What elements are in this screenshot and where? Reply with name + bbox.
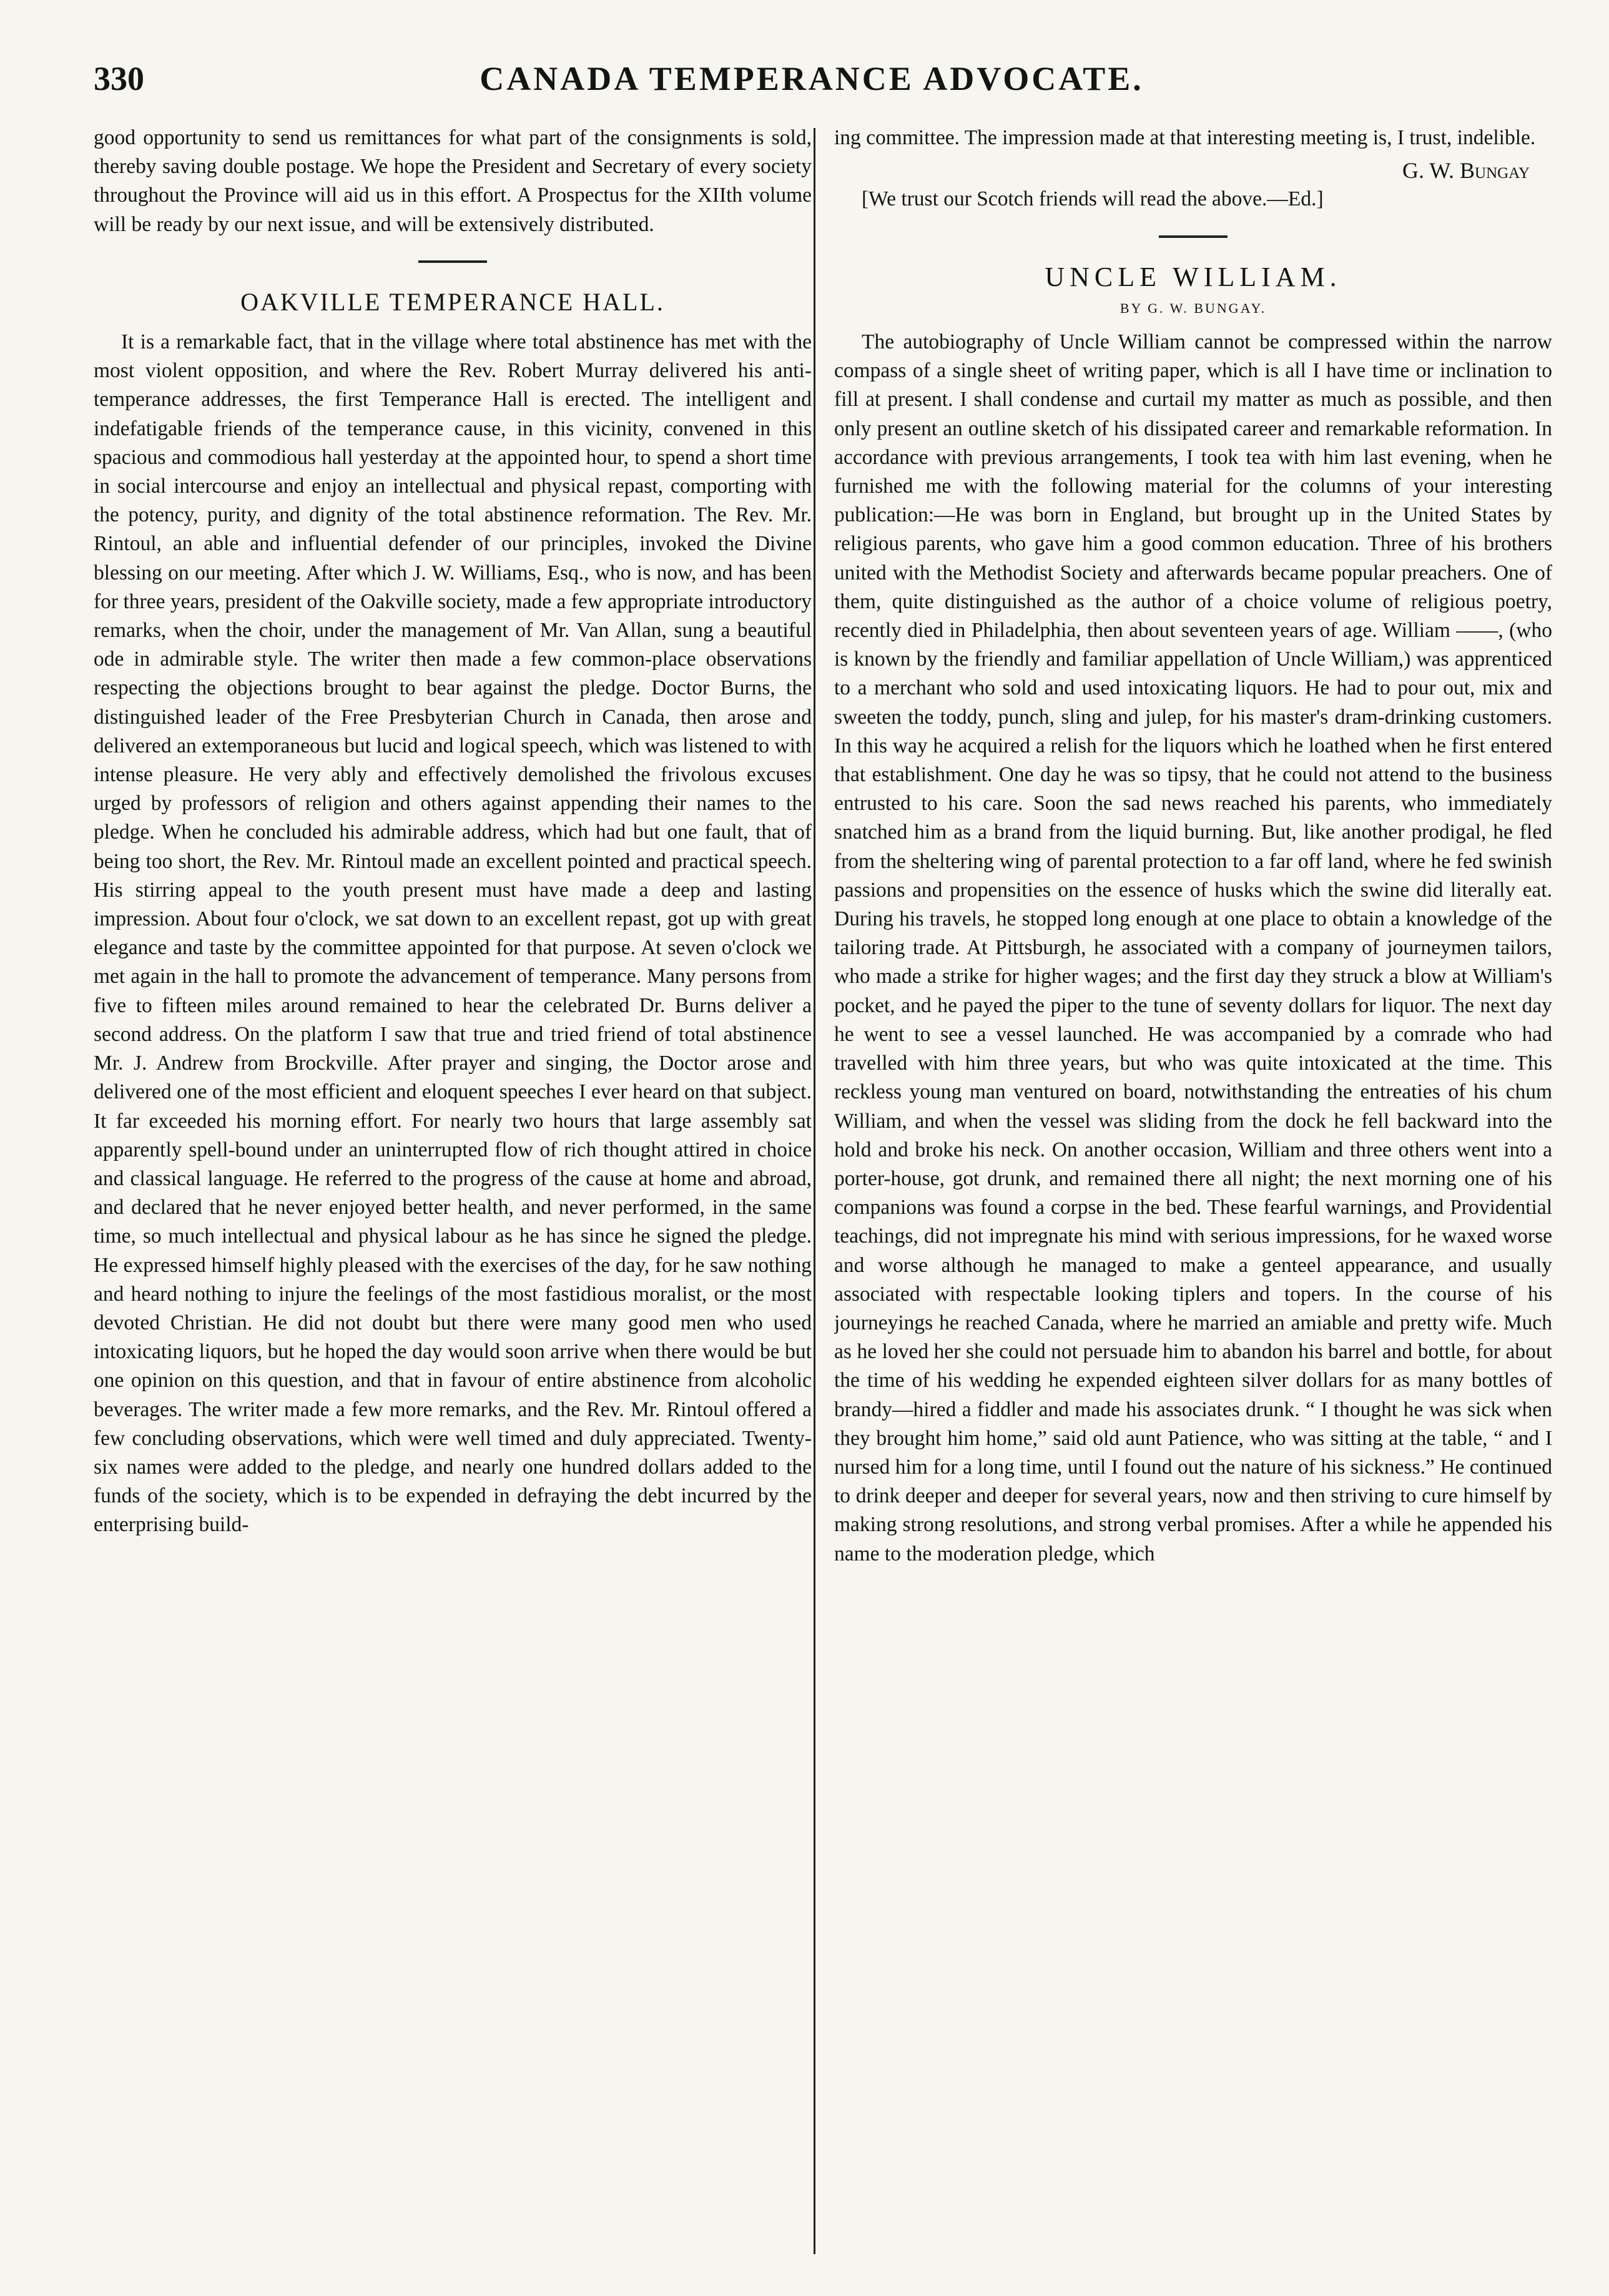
right-column: [834, 124, 1552, 1569]
page-number: 330: [94, 60, 144, 97]
publication-title: CANADA TEMPERANCE ADVOCATE.: [480, 60, 1144, 97]
author-signature: G. W. Bungay: [1402, 158, 1530, 184]
column-divider: [814, 128, 815, 2254]
article-body: It is a remarkable fact, that in the village where total abstinence has met with the most violent opposition, and where the Rev. Robert Murray delivered his anti-temperance addresses, the first Temperance Hall is erected. The intelligent and indefatigable friends of the temperance cause, in this vicinity, convened in this spacious and commodious hall yesterday at the appointed hour, to spend a short time in social intercourse and enjoy an intellectual and physical repast, comporting with the potency, purity, and dignity of the total abstinence reformation. The Rev. Mr. Rintoul, an able and influential defender of our principles, invoked the Divine blessing on our meeting. After which J. W. Williams, Esq., who is now, and has been for three years, president of the Oakville society, made a few appropriate introductory remarks, when the choir, under the management of Mr. Van Allan, sung a beautiful ode in admirable style. The writer then made a few common-place observations respecting the objections brought to bear against the pledge. Doctor Burns, the distinguished leader of the Free Presbyterian Church in Canada, then arose and delivered an extemporaneous but lucid and logical speech, which was listened to with intense pleasure. He very ably and effectively demolished the frivolous excuses urged by professors of religion and others against appending their names to the pledge. When he concluded his admirable address, which had but one fault, that of being too short, the Rev. Mr. Rintoul made an excellent pointed and practical speech. His stirring appeal to the youth present must have made a deep and lasting impression. About four o'clock, we sat down to an excellent repast, got up with great elegance and taste by the committee appointed for that purpose. At seven o'clock we met again in the hall to promote the advancement of temperance. Many persons from five to fifteen miles around remained to hear the celebrated Dr. Burns deliver a second address. On the platform I saw that true and tried friend of total abstinence Mr. J. Andrew from Brockville. After prayer and singing, the Doctor arose and delivered one of the most efficient and eloquent speeches I ever heard on that subject. It far exceeded his morning effort. For nearly two hours that large assembly sat apparently spell-bound under an uninterrupted flow of rich thought attired in choice and classical language. He referred to the progress of the cause at home and abroad, and declared that he never enjoyed better health, and never performed, in the same time, so much intellectual and physical labour as he has since he signed the pledge. He expressed himself highly pleased with the exercises of the day, for he saw nothing and heard nothing to injure the feelings of the most fastidious moralist, or the most devoted Christian. He did not doubt but there were many good men who used intoxicating liquors, but he hoped the day would soon arrive when there would be but one opinion on this question, and that in favour of entire abstinence from alcoholic beverages. The writer made a few more remarks, and the Rev. Mr. Rintoul offered a few concluding observations, which were well timed and duly appreciated. Twenty-six names were added to the pledge, and nearly one hundred dollars added to the funds of the society, which is to be expended in defraying the debt incurred by the enterprising build-: [94, 330, 812, 1537]
editor-note: [We trust our Scotch friends will read the above.—Ed.]: [862, 187, 1324, 211]
article-body: The autobiography of Uncle William cannot be compressed within the narrow compass of a single sheet of writing paper, which is all I have time or inclination to fill at present. I shall condense and curtail my matter as much as possible, and then only present an outline sketch of his dissipated career and remarkable reformation. In accordance with previous arrangements, I took tea with him last evening, when he furnished me with the following material for the columns of your interesting publication:—He was born in England, but brought up in the United States by religious parents, who gave him a good common education. Three of his brothers united with the Methodist Society and afterwards became popular preachers. One of them, quite distinguished as the author of a choice volume of religious poetry, recently died in Philadelphia, then about seventeen years of age. William ——, (who is known by the friendly and familiar appellation of Uncle William,) was apprenticed to a merchant who sold and used intoxicating liquors. He had to pour out, mix and sweeten the toddy, punch, sling and julep, for his master's dram-drinking customers. In this way he acquired a relish for the liquors which he loathed when he first entered that establishment. One day he was so tipsy, that he could not attend to the business entrusted to his care. Soon the sad news reached his parents, who immediately snatched him as a brand from the liquid burning. But, like another prodigal, he fled from the sheltering wing of parental protection to a far off land, where he fed swinish passions and propensities on the essence of husks which the swine did literally eat. During his travels, he stopped long enough at one place to obtain a knowledge of the tailoring trade. At Pittsburgh, he associated with a company of journeymen tailors, who made a strike for higher wages; and the first day they struck a blow at William's pocket, and he payed the piper to the tune of seventy dollars for liquor. The next day he went to see a vessel launched. He was accompanied by a comrade who had travelled with him three years, but who was quite intoxicated at the time. This reckless young man ventured on board, notwithstanding the entreaties of his chum William, and when the vessel was sliding from the dock he fell backward into the hold and broke his neck. On another occasion, William and three others went into a porter-house, got drunk, and remained there all night; the next morning one of his companions was found a corpse in the bed. These fearful warnings, and Providential teachings, did not impregnate his mind with serious impressions, for he waxed worse and worse although he managed to make a genteel appearance, and usually associated with respectable looking tiplers and topers. In the course of his journeyings he reached Canada, where he married an amiable and pretty wife. Much as he loved her she could not persuade him to abandon his barrel and bottle, for about the time of his wedding he expended eighteen silver dollars for as many bottles of brandy—hired a fiddler and made his associates drunk. “ I thought he was sick when they brought him home,” said old aunt Patience, who was sitting at the table, “ and I nursed him for a long time, until I found out the nature of his sickness.” He continued to drink deeper and deeper for several years, now and then striving to cure himself by making strong resolutions, and strong verbal promises. After a while he appended his name to the moderation pledge, which: [834, 330, 1552, 1565]
article-title: OAKVILLE TEMPERANCE HALL.: [240, 287, 665, 316]
page-header: [94, 59, 1530, 109]
section-divider: [418, 260, 487, 263]
left-column: [94, 124, 812, 1540]
section-divider: [1159, 235, 1228, 238]
article-title: UNCLE WILLIAM.: [1045, 261, 1342, 292]
article-byline: BY G. W. BUNGAY.: [1119, 300, 1267, 316]
continued-paragraph: ing committee. The impression made at that interesting meeting is, I trust, indelible.: [834, 126, 1536, 149]
continued-paragraph: good opportunity to send us remittances for what part of the consignments is sold, thereby saving double postage. We hope the President and Secretary of every society throughout the Province will aid us in this effort. A Prospectus for the XIIth volume will be ready by our next issue, and will be extensively distributed.: [94, 126, 812, 236]
